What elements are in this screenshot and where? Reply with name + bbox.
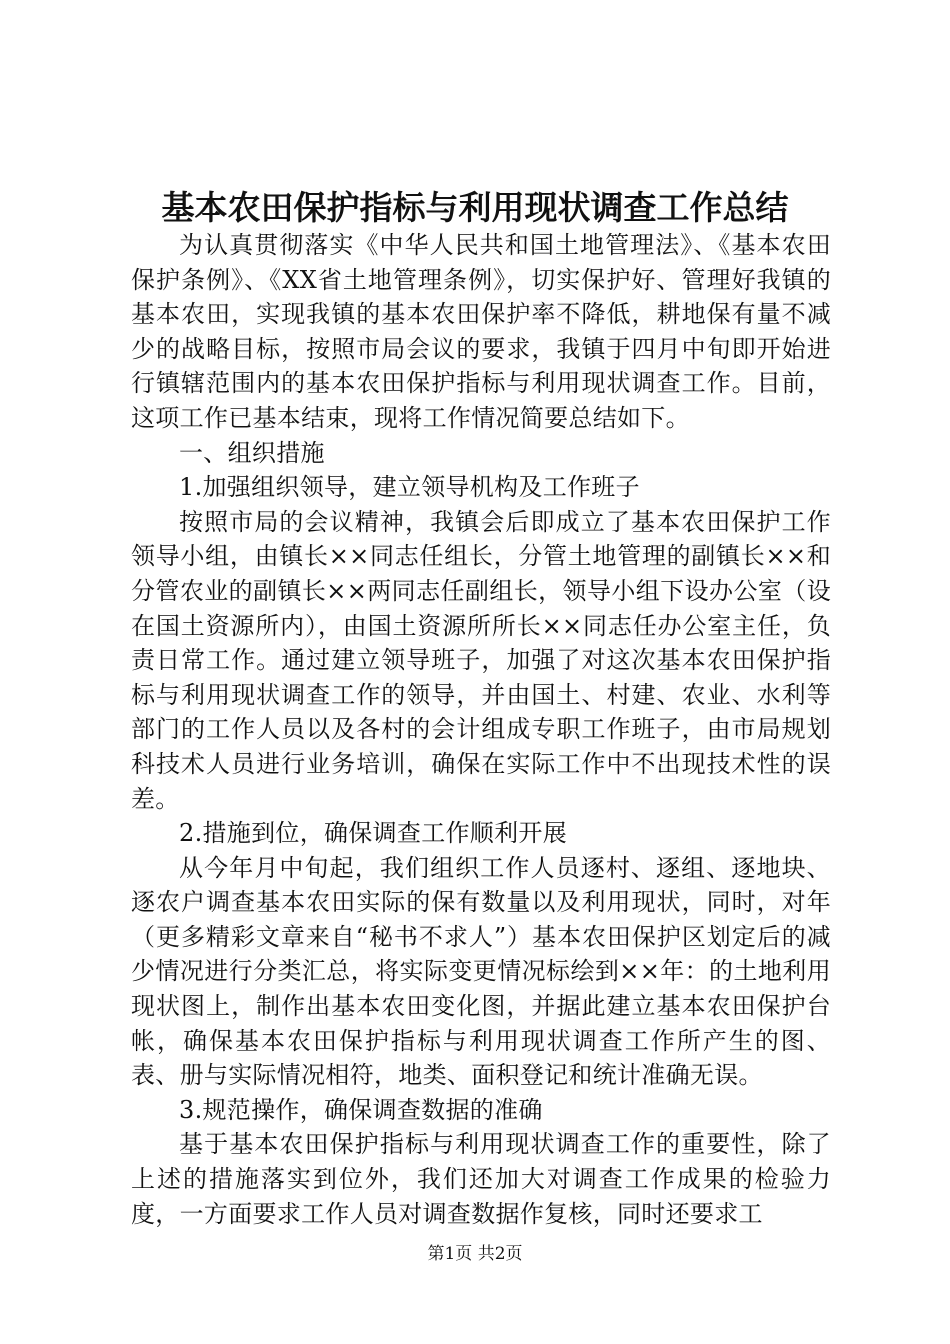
document-body <box>131 228 831 1231</box>
document-title: 基本农田保护指标与利用现状调查工作总结 <box>161 188 789 227</box>
subheading-3: 3.规范操作，确保调查数据的准确 <box>179 1095 543 1124</box>
subheading-2: 2.措施到位，确保调查工作顺利开展 <box>179 819 567 848</box>
subheading-1: 1.加强组织领导，建立领导机构及工作班子 <box>179 473 640 502</box>
page-number-footer: 第1页 共2页 <box>427 1244 523 1264</box>
body-paragraph-3: 基于基本农田保护指标与利用现状调查工作的重要性，除了上述的措施落实到位外，我们还加大对调查工作成果的检验力度，一方面要求工作人员对调查数据作复核，同时还要求工 <box>131 1130 831 1228</box>
intro-paragraph: 为认真贯彻落实《中华人民共和国土地管理法》、《基本农田保护条例》、《XX省土地管理条例》，切实保护好、管理好我镇的基本农田，实现我镇的基本农田保护率不降低，耕地保有量不减少的战略目标，按照市局会议的要求，我镇于四月中旬即开始进行镇辖范围内的基本农田保护指标与利用现状调查工作。目前，这项工作已基本结束，现将工作情况简要总结如下。 <box>131 231 831 432</box>
body-paragraph-1: 按照市局的会议精神，我镇会后即成立了基本农田保护工作领导小组，由镇长××同志任组长，分管土地管理的副镇长××和分管农业的副镇长××两同志任副组长，领导小组下设办公室（设在国土资源所内），由国土资源所所长××同志任办公室主任，负责日常工作。通过建立领导班子，加强了对这次基本农田保护指标与利用现状调查工作的领导，并由国土、村建、农业、水利等部门的工作人员以及各村的会计组成专职工作班子，由市局规划科技术人员进行业务培训，确保在实际工作中不出现技术性的误差。 <box>131 507 831 813</box>
body-paragraph-2: 从今年月中旬起，我们组织工作人员逐村、逐组、逐地块、逐农户调查基本农田实际的保有数量以及利用现状，同时，对年（更多精彩文章来自“秘书不求人”）基本农田保护区划定后的减少情况进行分类汇总，将实际变更情况标绘到××年：的土地利用现状图上，制作出基本农田变化图，并据此建立基本农田保护台帐，确保基本农田保护指标与利用现状调查工作所产生的图、表、册与实际情况相符，地类、面积登记和统计准确无误。 <box>131 853 831 1090</box>
section-heading-organization: 一、组织措施 <box>179 438 325 467</box>
